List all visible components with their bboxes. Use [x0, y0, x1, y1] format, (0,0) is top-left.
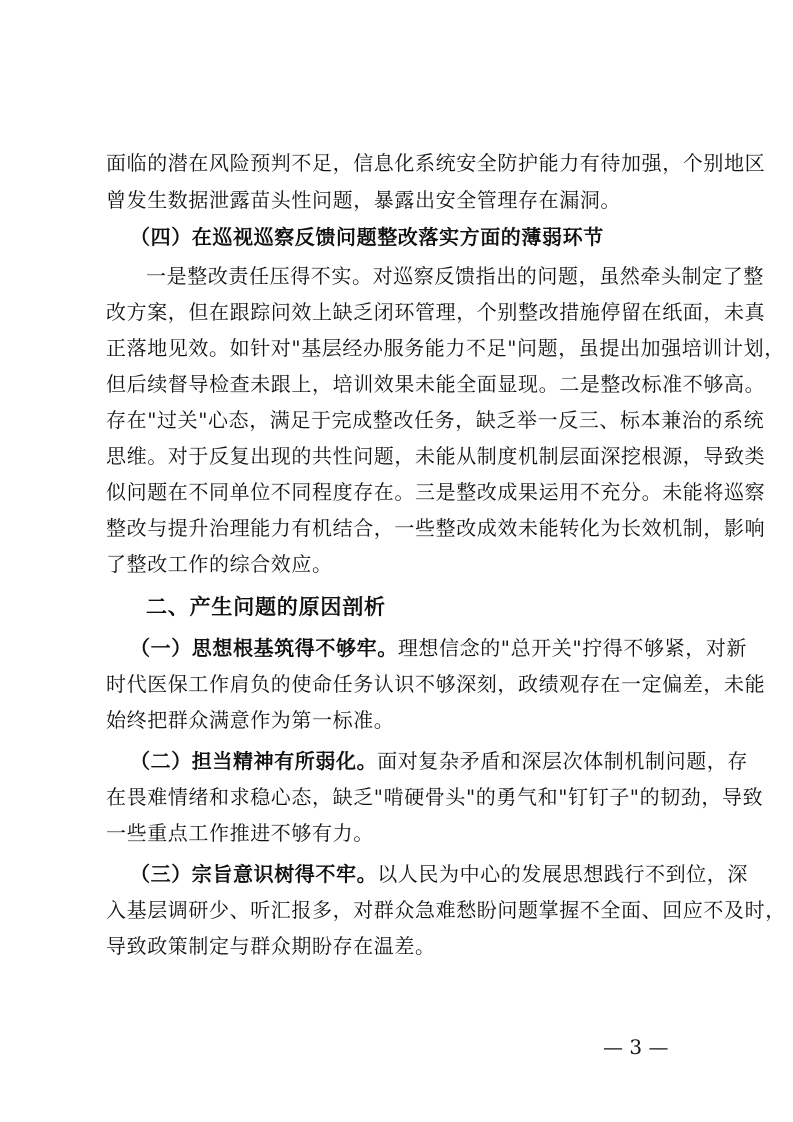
paragraph-lead: （三）宗旨意识树得不牢。 — [130, 862, 378, 886]
body-line: 一些重点工作推进不够有力。 — [106, 821, 374, 845]
paragraph-first-line — [130, 635, 747, 661]
body-line: 思维。对于反复出现的共性问题，未能从制度机制层面深挖根源，导致类 — [106, 444, 766, 468]
body-line: 改方案，但在跟踪问效上缺乏闭环管理，个别整改措施停留在纸面，未真 — [106, 300, 766, 324]
body-line: 始终把群众满意作为第一标准。 — [106, 708, 395, 732]
paragraph-lead: （一）思想根基筑得不够牢。 — [130, 636, 398, 660]
body-line: 存在"过关"心态，满足于完成整改任务，缺乏举一反三、标本兼治的系统 — [106, 408, 765, 432]
paragraph-first-line — [130, 748, 748, 774]
body-line: 面临的潜在风险预判不足，信息化系统安全防护能力有待加强，个别地区 — [106, 151, 766, 175]
body-line: 一是整改责任压得不实。对巡察反馈指出的问题，虽然牵头制定了整 — [146, 264, 764, 288]
paragraph-lead: （二）担当精神有所弱化。 — [130, 749, 378, 773]
paragraph-text: 理想信念的"总开关"拧得不够紧，对新 — [397, 636, 748, 660]
body-line: 整改与提升治理能力有机结合，一些整改成效未能转化为长效机制，影响 — [106, 516, 766, 540]
body-line: 导致政策制定与群众期盼存在温差。 — [106, 934, 436, 958]
paragraph-text: 以人民为中心的发展思想践行不到位，深 — [377, 862, 749, 886]
page-number: — 3 — — [603, 1035, 669, 1059]
body-line: 正落地见效。如针对"基层经办服务能力不足"问题，虽提出加强培训计划， — [106, 336, 785, 360]
body-line: 似问题在不同单位不同程度存在。三是整改成果运用不充分。未能将巡察 — [106, 480, 766, 504]
body-line: 时代医保工作肩负的使命任务认识不够深刻，政绩观存在一定偏差，未能 — [106, 672, 766, 696]
paragraph-first-line — [130, 861, 748, 887]
body-line: 入基层调研少、听汇报多，对群众急难愁盼问题掌握不全面、回应不及时， — [106, 898, 786, 922]
section-heading: （四）在巡视巡察反馈问题整改落实方面的薄弱环节 — [130, 225, 604, 249]
paragraph-text: 面对复杂矛盾和深层次体制机制问题，存 — [377, 749, 749, 773]
body-line: 在畏难情绪和求稳心态，缺乏"啃硬骨头"的勇气和"钉钉子"的韧劲，导致 — [106, 785, 764, 809]
chapter-heading: 二、产生问题的原因剖析 — [146, 595, 386, 619]
body-line: 但后续督导检查未跟上，培训效果未能全面显现。二是整改标准不够高。 — [106, 372, 766, 396]
body-line: 曾发生数据泄露苗头性问题，暴露出安全管理存在漏洞。 — [106, 188, 621, 212]
body-line: 了整改工作的综合效应。 — [106, 552, 333, 576]
